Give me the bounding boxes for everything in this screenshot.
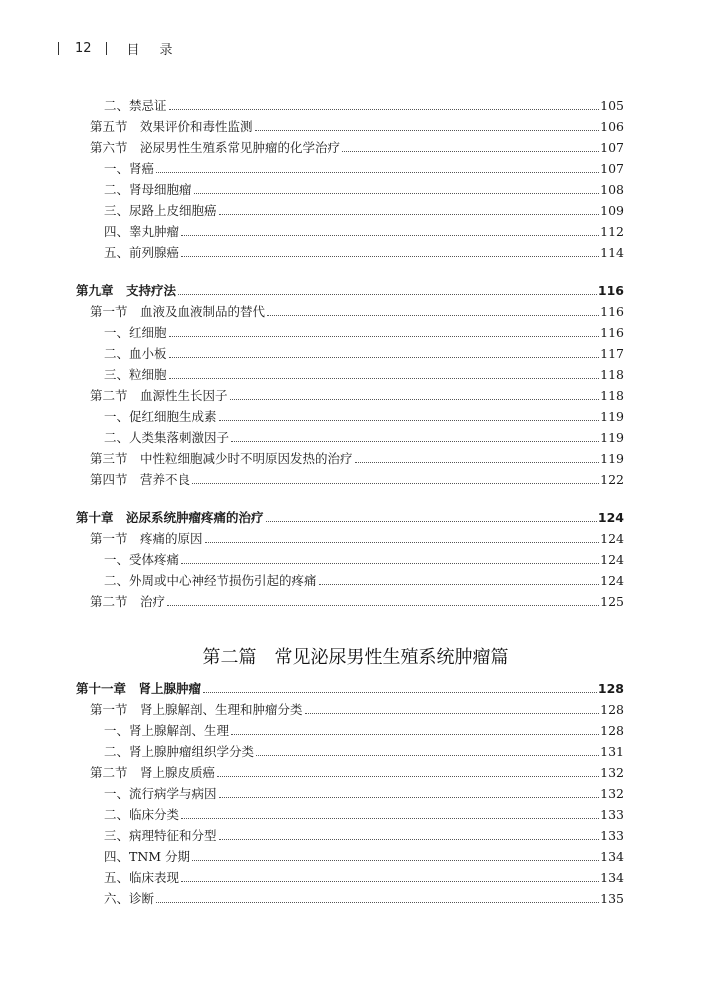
dot-leader — [256, 755, 599, 756]
dot-leader — [192, 860, 599, 861]
toc-entry-page: 124 — [597, 510, 624, 525]
toc-entry[interactable] — [104, 548, 624, 568]
toc-entry[interactable] — [104, 321, 624, 341]
toc-entry[interactable] — [104, 342, 624, 362]
toc-entry[interactable] — [90, 384, 624, 404]
header-rule-left — [58, 42, 59, 55]
toc-entry[interactable] — [104, 157, 624, 177]
dot-leader — [266, 521, 597, 522]
toc-entry-page: 125 — [600, 594, 624, 609]
toc-entry-label: 六、诊断 — [104, 891, 155, 906]
toc-entry-page: 128 — [597, 681, 624, 696]
dot-leader — [231, 441, 599, 442]
toc-entry[interactable] — [104, 220, 624, 240]
toc-entry[interactable] — [76, 677, 624, 697]
toc-entry[interactable] — [90, 468, 624, 488]
toc-entry-page: 122 — [600, 472, 624, 487]
toc-entry-page: 116 — [597, 283, 624, 298]
toc-entry-page: 124 — [600, 573, 624, 588]
header-page-number: 12 — [75, 40, 92, 56]
dot-leader — [156, 172, 599, 173]
toc-entry[interactable] — [90, 136, 624, 156]
toc-entry-page: 124 — [600, 552, 624, 567]
toc-entry-label: 第一节 血液及血液制品的替代 — [90, 304, 266, 319]
toc-entry[interactable] — [90, 447, 624, 467]
toc-entry[interactable] — [104, 866, 624, 886]
toc-entry[interactable] — [104, 887, 624, 907]
toc-entry[interactable] — [104, 824, 624, 844]
toc-entry-label: 第五节 效果评价和毒性监测 — [90, 119, 253, 134]
dot-leader — [203, 692, 597, 693]
toc-entry-page: 112 — [600, 224, 624, 239]
part-title: 第二篇 常见泌尿男性生殖系统肿瘤篇 — [202, 647, 509, 668]
toc-entry-label: 第六节 泌尿男性生殖系常见肿瘤的化学治疗 — [90, 140, 341, 155]
toc-entry-label: 三、粒细胞 — [104, 367, 167, 382]
toc-entry-label: 一、流行病学与病因 — [104, 786, 217, 801]
toc-entry-page: 128 — [600, 702, 624, 717]
dot-leader — [181, 563, 599, 564]
dot-leader — [230, 399, 600, 400]
toc-entry-page: 109 — [600, 203, 624, 218]
dot-leader — [231, 734, 599, 735]
dot-leader — [219, 420, 600, 421]
toc-entry-label: 第九章 支持疗法 — [76, 283, 177, 298]
toc-entry[interactable] — [104, 740, 624, 760]
dot-leader — [181, 256, 599, 257]
toc-entry[interactable] — [90, 115, 624, 135]
toc-entry-page: 124 — [600, 531, 624, 546]
toc-entry[interactable] — [104, 363, 624, 383]
toc-entry-page: 128 — [600, 723, 624, 738]
toc-entry-label: 一、肾上腺解剖、生理 — [104, 723, 230, 738]
toc-entry-page: 108 — [600, 182, 624, 197]
dot-leader — [342, 151, 599, 152]
toc-entry-label: 一、肾癌 — [104, 161, 155, 176]
toc-entry-page: 119 — [600, 409, 624, 424]
toc-entry-label: 第十一章 肾上腺肿瘤 — [76, 681, 202, 696]
dot-leader — [355, 462, 600, 463]
toc-entry[interactable] — [104, 426, 624, 446]
toc-entry-label: 第一节 肾上腺解剖、生理和肿瘤分类 — [90, 702, 303, 717]
toc-entry-label: 一、受体疼痛 — [104, 552, 180, 567]
toc-entry-page: 118 — [600, 388, 624, 403]
toc-entry-page: 106 — [600, 119, 624, 134]
toc-entry-label: 五、临床表现 — [104, 870, 180, 885]
toc-entry-page: 134 — [600, 849, 624, 864]
toc-entry[interactable] — [90, 761, 624, 781]
toc-entry[interactable] — [104, 782, 624, 802]
toc-entry-label: 二、肾上腺肿瘤组织学分类 — [104, 744, 255, 759]
toc-entry-label: 二、禁忌证 — [104, 98, 167, 113]
toc-entry[interactable] — [104, 178, 624, 198]
toc-entry[interactable] — [104, 241, 624, 261]
header-rule-right — [106, 42, 107, 55]
toc-entry-label: 第十章 泌尿系统肿瘤疼痛的治疗 — [76, 510, 264, 525]
toc-entry-page: 114 — [600, 245, 624, 260]
toc-entry-label: 二、血小板 — [104, 346, 167, 361]
dot-leader — [169, 357, 600, 358]
toc-entry-label: 第二节 治疗 — [90, 594, 166, 609]
toc-entry-page: 118 — [600, 367, 624, 382]
toc-entry[interactable] — [76, 506, 624, 526]
toc-entry-page: 116 — [600, 304, 624, 319]
dot-leader — [219, 839, 600, 840]
dot-leader — [169, 378, 600, 379]
dot-leader — [255, 130, 600, 131]
toc-entry-page: 132 — [600, 786, 624, 801]
dot-leader — [181, 881, 599, 882]
toc-entry-label: 二、肾母细胞瘤 — [104, 182, 192, 197]
toc-entry[interactable] — [90, 527, 624, 547]
toc-entry-label: 第二节 血源性生长因子 — [90, 388, 228, 403]
toc-entry-page: 133 — [600, 807, 624, 822]
dot-leader — [167, 605, 599, 606]
dot-leader — [169, 109, 600, 110]
toc-entry-label: 二、外周或中心神经节损伤引起的疼痛 — [104, 573, 317, 588]
toc-entry-page: 119 — [600, 430, 624, 445]
dot-leader — [181, 235, 599, 236]
toc-entry-page: 117 — [600, 346, 624, 361]
toc-entry[interactable] — [104, 569, 624, 589]
toc-entry[interactable] — [104, 405, 624, 425]
dot-leader — [194, 193, 600, 194]
toc-entry[interactable] — [76, 279, 624, 299]
toc-entry-page: 131 — [600, 744, 624, 759]
toc-entry-page: 116 — [600, 325, 624, 340]
toc-entry-page: 134 — [600, 870, 624, 885]
toc-entry-label: 第一节 疼痛的原因 — [90, 531, 203, 546]
dot-leader — [178, 294, 597, 295]
dot-leader — [181, 818, 599, 819]
toc-entry-label: 三、病理特征和分型 — [104, 828, 217, 843]
dot-leader — [192, 483, 599, 484]
toc-entry-label: 第二节 肾上腺皮质癌 — [90, 765, 216, 780]
toc-entry-page: 132 — [600, 765, 624, 780]
dot-leader — [156, 902, 599, 903]
dot-leader — [219, 214, 600, 215]
dot-leader — [205, 542, 600, 543]
toc-entry-page: 133 — [600, 828, 624, 843]
dot-leader — [217, 776, 599, 777]
dot-leader — [319, 584, 600, 585]
dot-leader — [169, 336, 600, 337]
toc-entry-label: 第四节 营养不良 — [90, 472, 191, 487]
toc-entry-page: 107 — [600, 161, 624, 176]
toc-entry-label: 第三节 中性粒细胞减少时不明原因发热的治疗 — [90, 451, 353, 466]
toc-entry-label: 二、人类集落刺激因子 — [104, 430, 230, 445]
toc-entry-label: 一、红细胞 — [104, 325, 167, 340]
dot-leader — [305, 713, 600, 714]
toc-entry-label: 二、临床分类 — [104, 807, 180, 822]
toc-entry[interactable] — [104, 719, 624, 739]
toc-entry-label: 一、促红细胞生成素 — [104, 409, 217, 424]
toc-entry[interactable] — [104, 845, 624, 865]
toc-entry-page: 107 — [600, 140, 624, 155]
toc-entry-label: 四、睾丸肿瘤 — [104, 224, 180, 239]
toc-entry-page: 105 — [600, 98, 624, 113]
toc-entry-label: 四、TNM 分期 — [104, 849, 191, 864]
toc-entry[interactable] — [90, 590, 624, 610]
dot-leader — [267, 315, 599, 316]
toc-entry[interactable] — [104, 94, 624, 114]
running-header — [58, 38, 193, 58]
header-title: 目录 — [126, 42, 193, 58]
toc-entry[interactable] — [104, 199, 624, 219]
toc-entry[interactable] — [90, 300, 624, 320]
toc-entry-label: 五、前列腺癌 — [104, 245, 180, 260]
toc-entry-page: 135 — [600, 891, 624, 906]
toc-entry[interactable] — [104, 803, 624, 823]
dot-leader — [219, 797, 600, 798]
toc-entry[interactable] — [90, 698, 624, 718]
toc-entry-page: 119 — [600, 451, 624, 466]
toc-entry-label: 三、尿路上皮细胞癌 — [104, 203, 217, 218]
